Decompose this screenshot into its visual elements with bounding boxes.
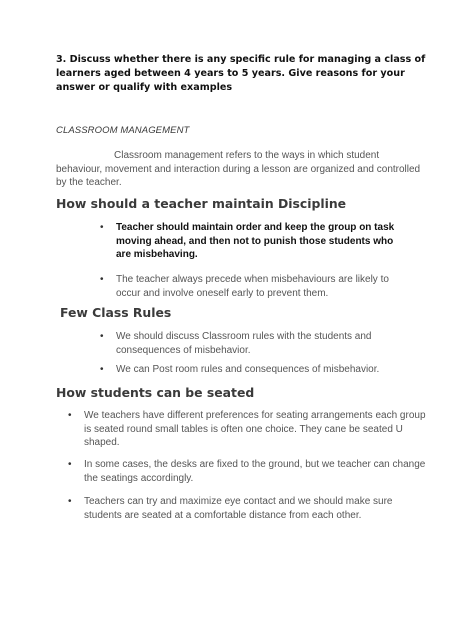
bullet-icon: • xyxy=(100,274,104,285)
bullet-icon: • xyxy=(68,410,72,421)
bullet-icon: • xyxy=(68,496,72,507)
bullet-text: We can Post room rules and consequences of misbehavior. xyxy=(116,364,380,375)
heading-discipline: How should a teacher maintain Discipline xyxy=(56,196,347,211)
bullet-text: We should discuss Classroom rules with the students and consequences of misbehavior. xyxy=(116,331,372,356)
bullet-icon: • xyxy=(100,364,104,375)
bullet-icon: • xyxy=(100,331,104,342)
list-item xyxy=(68,495,430,522)
question-text: 3. Discuss whether there is any specific rule for managing a class of learners aged between 4 years to 5 years. Give reasons for your answer or qualify with examples xyxy=(56,54,426,93)
bullet-icon: • xyxy=(100,222,104,233)
heading-rules: Few Class Rules xyxy=(60,305,172,320)
bullet-text: Teacher should maintain order and keep the group on task moving ahead, and then not to punish those students who are misbehaving. xyxy=(116,222,395,260)
bullet-text: In some cases, the desks are fixed to the ground, but we teacher can change the seatings accordingly. xyxy=(84,459,426,484)
bullet-text: Teachers can try and maximize eye contact and we should make sure students are seated at a comfortable distance from each other. xyxy=(84,496,393,521)
intro-paragraph: Classroom management refers to the ways in which student behaviour, movement and interaction during a lesson are organized and controlled by the teacher. xyxy=(56,150,421,188)
bullet-text: The teacher always precede when misbehaviours are likely to occur and involve oneself early to prevent them. xyxy=(116,274,389,299)
list-item xyxy=(100,273,400,300)
list-item xyxy=(68,409,430,450)
list-item xyxy=(100,221,400,262)
list-item xyxy=(100,363,400,377)
bullet-icon: • xyxy=(68,459,72,470)
section-title: CLASSROOM MANAGEMENT xyxy=(56,125,190,136)
heading-seating: How students can be seated xyxy=(56,385,255,400)
bullet-text: We teachers have different preferences for seating arrangements each group is seated round small tables is often one choice. They cane be seated U shaped. xyxy=(84,410,426,448)
list-item xyxy=(100,330,400,357)
list-item xyxy=(68,458,430,485)
